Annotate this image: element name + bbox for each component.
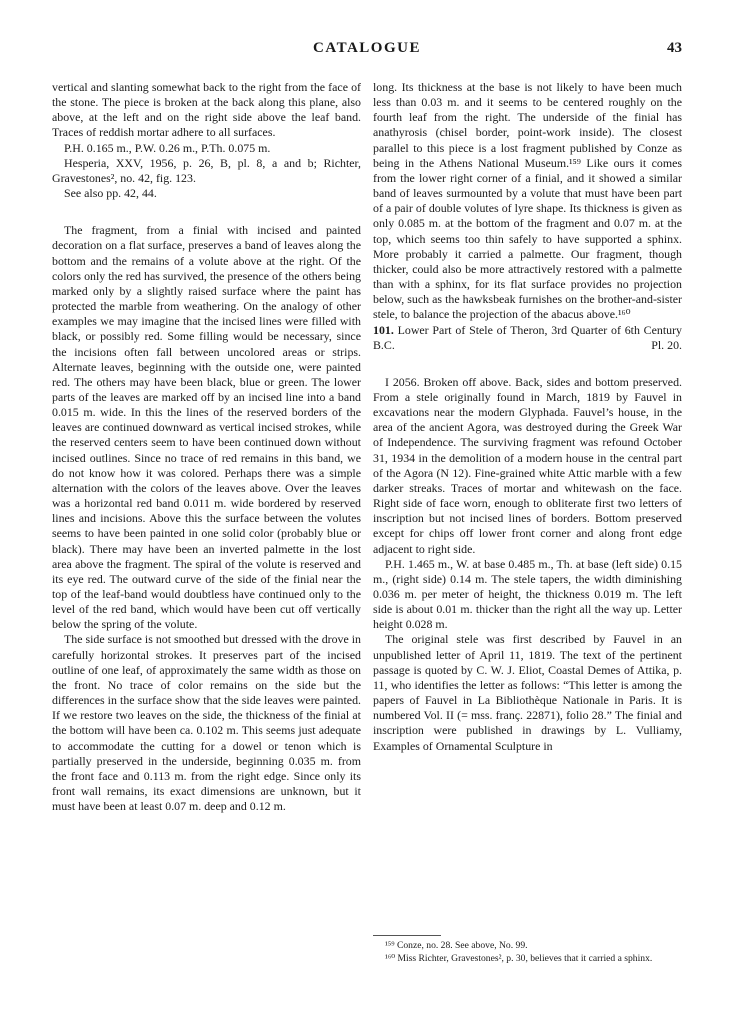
- bibliography: Hesperia, XXV, 1956, p. 26, B, pl. 8, a and b; Richter, Gravestones², no. 42, fig. 123.: [52, 155, 361, 185]
- paragraph: long. Its thickness at the base is not likely to have been much less than 0.03 m. and it seems to be centered roughly on the fourth leaf from the right. The underside of the finial has anathyrosis (chisel border, point-work inside). The closest parallel to this piece is a lost fragment published by Conze as being in the Athens National Museum.¹⁵⁹ Like ours it comes from the lower right corner of a finial, and it showed a similar band of leaves surmounted by a volute that must have been part of a pair of double volutes of lyre shape. Its thickness is given as only 0.085 m. at the bottom of the fragment and 0.07 m. at the top, which seems too thin safely to have supported a sphinx. More probably it carried a palmette. Our fragment, though thicker, could also be more attractively restored with a palmette than with a sphinx, for its flat surface provides no projection below, such as the hawksbeak furnishes on the brother-and-sister stele, to balance the projection of the abacus above.¹⁶⁰: [373, 80, 682, 322]
- left-column: [52, 80, 361, 814]
- paragraph: vertical and slanting somewhat back to the right from the face of the stone. The piece is broken at the back along this plane, also above, at the left and on the right side above the leaf band. Traces of reddish mortar adhere to all surfaces.: [52, 80, 361, 140]
- entry-title: Lower Part of Stele of Theron, 3rd Quarter of 6th Century B.C.: [373, 322, 682, 352]
- measurements: P.H. 0.165 m., P.W. 0.26 m., P.Th. 0.075 m.: [64, 140, 271, 155]
- running-title: CATALOGUE: [313, 40, 421, 56]
- footnote: ¹⁶⁰ Miss Richter, Gravestones², p. 30, believes that it carried a sphinx.: [385, 953, 653, 964]
- plate-reference: Pl. 20.: [651, 337, 682, 352]
- catalogue-entry-heading: [373, 323, 682, 353]
- paragraph: The fragment, from a finial with incised and painted decoration on a flat surface, preserves a band of leaves along the bottom and the remains of a volute above at the right. Of the colors only the red has survived, the presence of the others being marked only by a slightly raised surface where the paint has protected the marble from weathering. On the analogy of other examples we may imagine that the incised lines were filled with black, or possibly red. Some filling would be necessary, since the incisions often fall between uncolored areas or strips. Alternate leaves, beginning with the outside one, were painted red. The others may have been black, blue or green. The lower parts of the leaves are marked off by an incised line into a band 0.015 m. wide. In this the lines of the reserved borders of the leaves are continued downward as vertical incised strokes, while the reserved centers seem to have been continued down without incised outlines. Since no trace of red remains in this band, we do not know how it was colored. Perhaps there was a simple alternation with the colors of the leaves above. Over the leaves was a horizontal red band 0.011 m. wide bordered by reserved lines and incisions. Above this the surface between the volutes seems to have been painted in one solid color (probably blue or black). There may have been an inverted palmette in the lost area above the fragment. The spiral of the volute is reserved and its eye red. The outward curve of the side of the finial near the top of the leaf-band would doubtless have continued only to the level of the red band, which would have been cut off vertically below the spring of the volute.: [52, 223, 361, 632]
- entry-number: 101.: [373, 322, 394, 337]
- measurements: P.H. 1.465 m., W. at base 0.485 m., Th. at base (left side) 0.15 m., (right side) 0.14 m. The stele tapers, the width diminishing 0.036 m. per meter of height, the thickness 0.019 m. The left side is about 0.01 m. thicker than the right all the way up. Letter height 0.028 m.: [373, 556, 682, 632]
- paragraph: The original stele was first described by Fauvel in an unpublished letter of April 11, 1819. The text of the pertinent passage is quoted by C. W. J. Eliot, Coastal Demes of Attika, p. 11, who identifies the letter as follows: “This letter is among the papers of Fauvel in La Bibliothèque Nationale in Paris. It is numbered Vol. II (= mss. franç. 22871), folio 28.” The finial and inscription were published in drawings by L. Vulliamy, Examples of Ornamental Sculpture in: [373, 632, 682, 753]
- right-column: [373, 80, 682, 754]
- footnotes: [373, 935, 682, 966]
- paragraph: The side surface is not smoothed but dressed with the drove in carefully horizontal strokes. It preserves part of the incised outline of one leaf, of approximately the same width as those on the front. No trace of color remains on the side but the differences in the surface show that the side leaves were painted. If we restore two leaves on the side, the thickness of the finial at the bottom will have been ca. 0.102 m. This seems just adequate to accommodate the cutting for a dowel or tenon which is partially preserved in the underside, beginning 0.035 m. from the front face and 0.113 m. from the right edge. Since only its front wall remains, its exact dimensions are unknown, but it must have been at least 0.07 m. deep and 0.12 m.: [52, 632, 361, 814]
- footnote: ¹⁵⁹ Conze, no. 28. See above, No. 99.: [385, 940, 528, 951]
- cross-reference: See also pp. 42, 44.: [64, 186, 157, 201]
- page-header: [52, 40, 682, 64]
- footnote-rule: [373, 935, 441, 936]
- page-number: 43: [667, 40, 682, 56]
- paragraph: I 2056. Broken off above. Back, sides and bottom preserved. From a stele originally found in March, 1819 by Fauvel in excavations near the modern Glyphada. Fauvel’s house, in the area of the ancient Agora, was destroyed during the Greek War of Independence. The surviving fragment was refound October 31, 1934 in the demolition of a modern house in the central part of the Agora (N 12). Fine-grained white Attic marble with a few darker streaks. Traces of mortar and whitewash on the face. Right side of face worn, enough to obliterate first two letters of inscription but not incised lines of borders. Bottom preserved except for chips off lower front corner and along front edge adjacent to right side.: [373, 374, 682, 556]
